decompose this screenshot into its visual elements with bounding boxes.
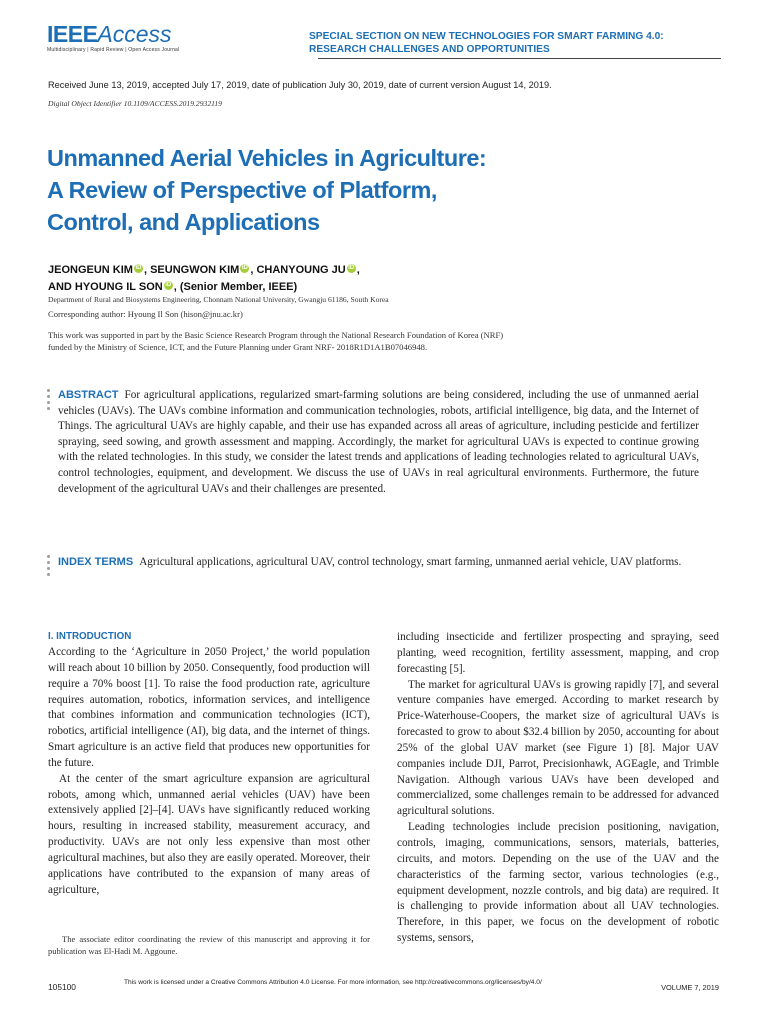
orcid-icon[interactable]: iD <box>348 265 355 271</box>
funding-statement <box>48 330 728 353</box>
paragraph: According to the ‘Agriculture in 2050 Project,’ the world population will reach about 10 billion by 2050. Consequently, food production will require a 70% boost [1]. To raise the food production rate, agriculture requires automation, robotics, information services, and intelligence that combines information and communication technologies (ICT), robotics, artificial intelligence (AI), big data, and the internet of things. Smart agriculture is an active field that produces new opportunities for the future. <box>48 646 370 769</box>
right-column <box>397 630 719 947</box>
special-section-line-2: RESEARCH CHALLENGES AND OPPORTUNITIES <box>309 44 550 55</box>
paragraph: including insecticide and fertilizer prospecting and spraying, seed planting, weed recognition, fertility assessment, mapping, and crop forecasting [5]. <box>397 631 719 675</box>
abstract-label: ABSTRACT <box>58 389 119 401</box>
paragraph: Leading technologies include precision positioning, navigation, controls, imaging, communications, sensors, materials, batteries, circuits, and motors. Depending on the use of the UAV and the characteristics of the farming sector, various technologies (e.g., equipment development, nozzle controls, and big data) are required. It is challenging to provide information about all UAV technologies. Therefore, in this paper, we focus on the development of robotic systems, sensors, <box>397 821 719 945</box>
license-notice[interactable]: This work is licensed under a Creative Commons Attribution 4.0 License. For more information, see http://creativecommons.org/licenses/by/4.0/ <box>124 979 542 986</box>
title-line-3: Control, and Applications <box>47 209 320 235</box>
footnote: The associate editor coordinating the review of this manuscript and approving it for publication was El-Hadi M. Aggoune. <box>48 934 370 956</box>
paragraph: At the center of the smart agriculture expansion are agricultural robots, among which, unmanned aerial vehicles (UAV) have been extensively applied [2]–[4]. UAVs have significantly reduced working hours, resulting in increased stability, measurement accuracy, and productivity. UAVs are not only less expensive than most other agricultural machines, but also they are easily operated. Moreover, their applications have contributed to the expansion of many areas of agriculture, <box>48 772 370 896</box>
logo-ieee: IEEE <box>47 21 98 47</box>
volume-label: VOLUME 7, 2019 <box>661 983 719 992</box>
orcid-icon[interactable]: iD <box>165 282 172 288</box>
author-name: CHANYOUNG JU <box>256 264 346 276</box>
doi[interactable]: Digital Object Identifier 10.1109/ACCESS.2019.2932119 <box>48 99 222 108</box>
left-column <box>48 630 370 899</box>
author-suffix: , (Senior Member, IEEE) <box>173 281 298 293</box>
page-number: 105100 <box>48 982 76 992</box>
header-rule <box>318 58 721 59</box>
index-terms-dots-icon <box>47 555 50 579</box>
funding-line-2: funded by the Ministry of Science, ICT, and the Future Planning under Grant NRF- 2018R1D1A1B07046948. <box>48 341 428 352</box>
logo-tagline: Multidisciplinary | Rapid Review | Open Access Journal <box>47 47 180 53</box>
author-name: AND HYOUNG IL SON <box>48 281 163 293</box>
special-section-heading <box>309 30 719 56</box>
abstract-dots-icon <box>47 389 50 413</box>
funding-line-1: This work was supported in part by the Basic Science Research Program through the National Research Foundation of Korea (NRF) <box>48 330 504 340</box>
special-section-line-1: SPECIAL SECTION ON NEW TECHNOLOGIES FOR SMART FARMING 4.0: <box>309 31 664 42</box>
orcid-icon[interactable]: iD <box>241 265 248 271</box>
section-heading: I. INTRODUCTION <box>48 631 132 642</box>
affiliation: Department of Rural and Biosystems Engineering, Chonnam National University, Gwangju 61186, South Korea <box>48 295 389 304</box>
index-terms-label: INDEX TERMS <box>58 556 134 568</box>
received-dates: Received June 13, 2019, accepted July 17, 2019, date of publication July 30, 2019, date of current version August 14, 2019. <box>48 80 552 90</box>
journal-logo <box>47 22 179 53</box>
author-name: JEONGEUN KIM <box>48 264 133 276</box>
title-line-1: Unmanned Aerial Vehicles in Agriculture: <box>47 145 487 171</box>
orcid-icon[interactable]: iD <box>135 265 142 271</box>
corresponding-author: Corresponding author: Hyoung Il Son (hison@jnu.ac.kr) <box>48 309 243 319</box>
index-terms-text: Agricultural applications, agricultural UAV, control technology, smart farming, unmanned aerial vehicle, UAV platforms. <box>139 556 682 568</box>
author-name: SEUNGWON KIM <box>150 264 240 276</box>
index-terms <box>58 555 699 571</box>
abstract <box>58 388 699 497</box>
logo-access: Access <box>97 21 172 47</box>
abstract-text: For agricultural applications, regularized smart-farming solutions are being considered, including the use of unmanned aerial vehicles (UAVs). The UAVs combine information and communication technologies, robots, artificial intelligence, big data, and the Internet of Things. The agricultural UAVs are highly capable, and their use has expanded across all areas of agriculture, including pesticide and fertilizer spraying, seed sowing, and growth assessment and mapping. Accordingly, the market for agricultural UAVs is expected to continue growing with the related technologies. In this study, we consider the latest trends and applications of leading technologies related to agricultural UAVs, control technologies, equipment, and development. We discuss the use of UAVs in real agricultural environments. Furthermore, the future development of the agricultural UAVs and their challenges are presented. <box>58 389 699 495</box>
author-list: JEONGEUN KIM iD , SEUNGWON KIM iD , CHANYOUNG JU iD , AND HYOUNG IL SON iD , (Senior Member, IEEE) <box>48 264 360 293</box>
paragraph: The market for agricultural UAVs is growing rapidly [7], and several venture companies have emerged. According to market research by Price-Waterhouse-Coopers, the market size of agricultural UAVs is forecasted to grow to about $32.4 billion by 2050, accounting for about 25% of the global UAV market (see Figure 1) [8]. Major UAV companies include DJI, Parrot, Precisionhawk, AGEagle, and Trimble Navigation. Although various UAVs have been developed and commercialized, some challenges remain to be addressed for advanced agricultural solutions. <box>397 678 719 818</box>
paper-title <box>47 142 607 238</box>
title-line-2: A Review of Perspective of Platform, <box>47 177 437 203</box>
